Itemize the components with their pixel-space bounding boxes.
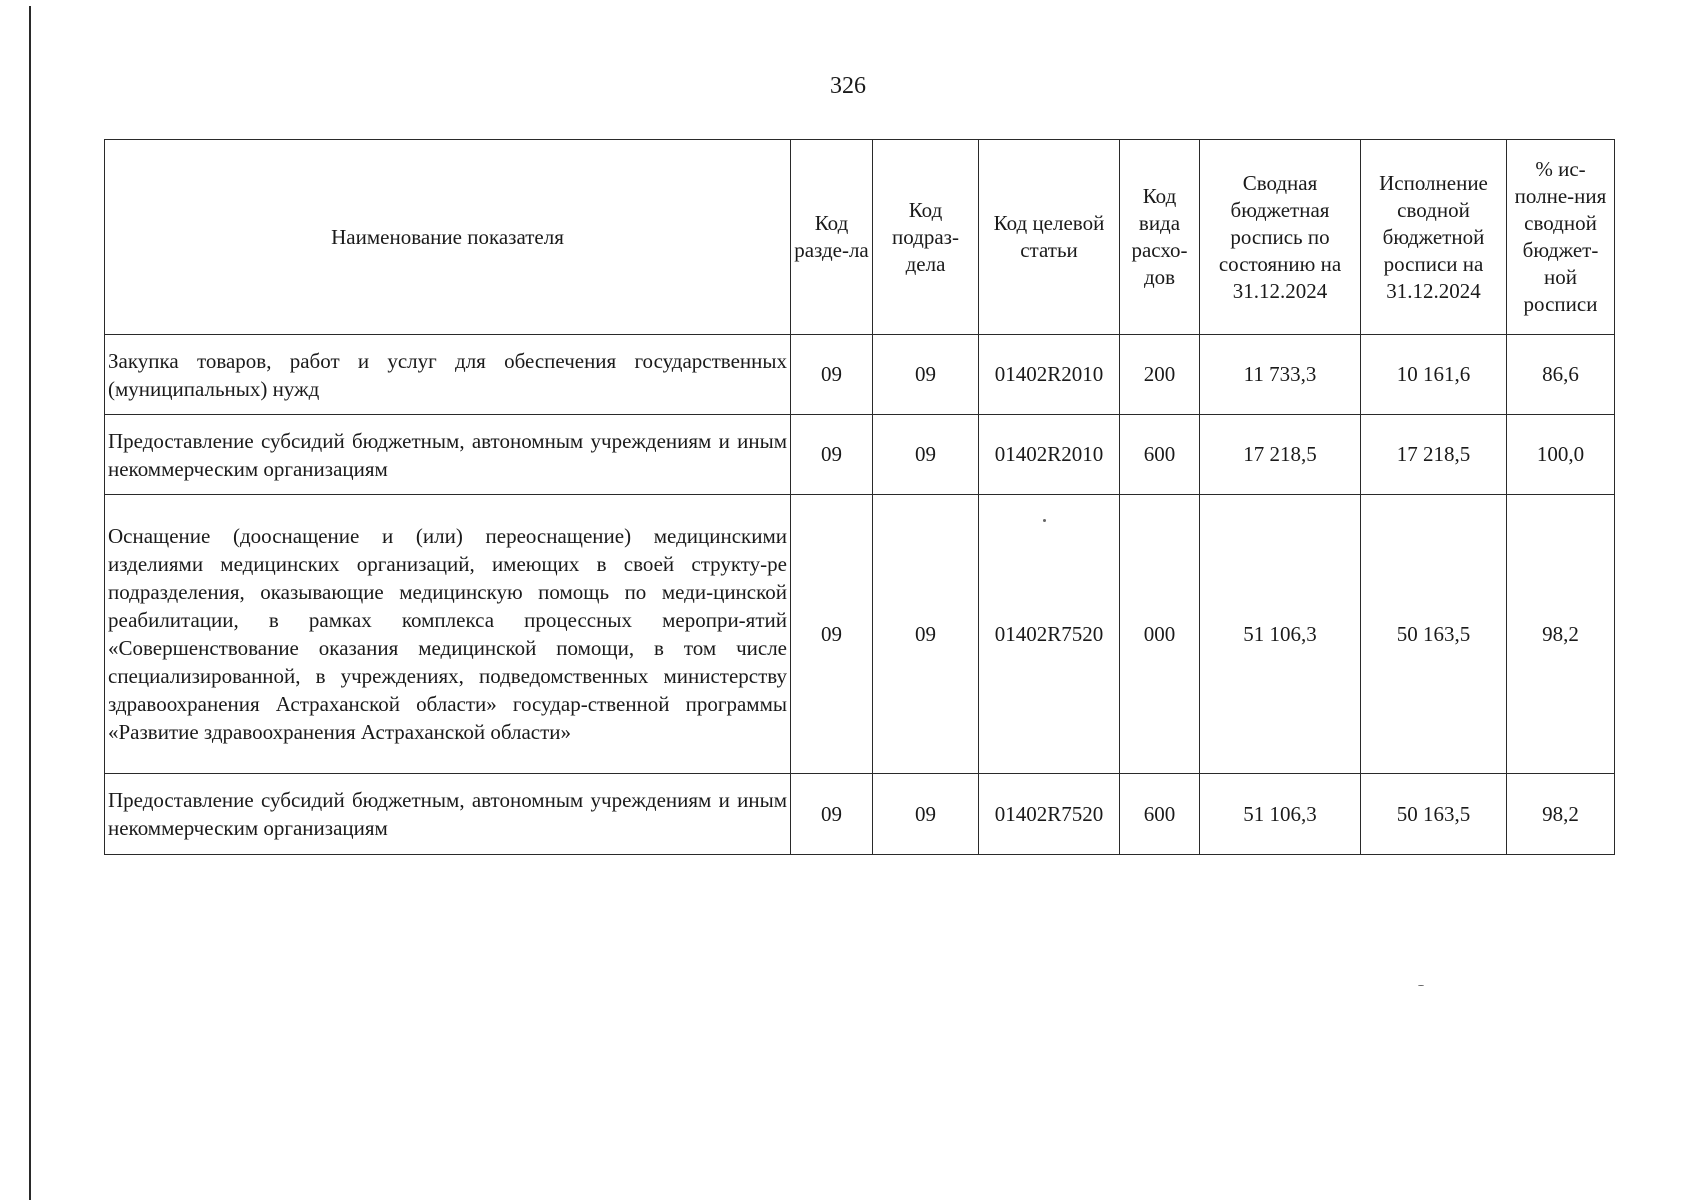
row-expense-type-code: 600 xyxy=(1120,774,1200,855)
header-subsection-code: Код подраз-дела xyxy=(873,140,979,335)
header-name: Наименование показателя xyxy=(105,140,791,335)
row-name: Предоставление субсидий бюджетным, автономным учреждениям и иным некоммерческим организациям xyxy=(105,415,791,495)
row-section-code: 09 xyxy=(791,495,873,774)
row-target-code: 01402R2010 xyxy=(979,335,1120,415)
row-execution: 50 163,5 xyxy=(1361,774,1507,855)
header-percent: % ис-полне-ния сводной бюджет-ной росписи xyxy=(1507,140,1615,335)
row-section-code: 09 xyxy=(791,774,873,855)
header-budget-plan: Сводная бюджетная роспись по состоянию на 31.12.2024 xyxy=(1200,140,1361,335)
row-execution: 50 163,5 xyxy=(1361,495,1507,774)
row-budget-plan: 51 106,3 xyxy=(1200,495,1361,774)
row-name: Предоставление субсидий бюджетным, автономным учреждениям и иным некоммерческим организациям xyxy=(105,774,791,855)
row-section-code: 09 xyxy=(791,335,873,415)
row-percent: 98,2 xyxy=(1507,495,1615,774)
row-subsection-code: 09 xyxy=(873,774,979,855)
table-row xyxy=(105,774,1615,855)
row-target-code: 01402R2010 xyxy=(979,415,1120,495)
row-subsection-code: 09 xyxy=(873,415,979,495)
row-percent: 100,0 xyxy=(1507,415,1615,495)
header-execution: Исполнение сводной бюджетной росписи на 31.12.2024 xyxy=(1361,140,1507,335)
header-section-code: Код разде-ла xyxy=(791,140,873,335)
binding-line xyxy=(29,6,31,1200)
row-budget-plan: 11 733,3 xyxy=(1200,335,1361,415)
scan-speck xyxy=(1043,519,1046,522)
row-target-code: 01402R7520 xyxy=(979,495,1120,774)
header-expense-type-code: Код вида расхо-дов xyxy=(1120,140,1200,335)
row-name: Оснащение (дооснащение и (или) переоснащение) медицинскими изделиями медицинских организаций, имеющих в своей структу-ре подразделения, оказывающие медицинскую помощь по меди-цинской реабилитации, в рамках комплекса процессных меропри-ятий «Совершенствование оказания медицинской помощи, в том числе специализированной, в учреждениях, подведомственных министерству здравоохранения Астраханской области» государ-ственной программы «Развитие здравоохранения Астраханской области» xyxy=(105,495,791,774)
row-percent: 98,2 xyxy=(1507,774,1615,855)
row-execution: 17 218,5 xyxy=(1361,415,1507,495)
row-expense-type-code: 000 xyxy=(1120,495,1200,774)
row-budget-plan: 17 218,5 xyxy=(1200,415,1361,495)
table-row xyxy=(105,495,1615,774)
row-subsection-code: 09 xyxy=(873,335,979,415)
page-number: 326 xyxy=(830,73,866,99)
table-row xyxy=(105,415,1615,495)
table-header-row xyxy=(105,140,1615,335)
row-percent: 86,6 xyxy=(1507,335,1615,415)
row-execution: 10 161,6 xyxy=(1361,335,1507,415)
row-section-code: 09 xyxy=(791,415,873,495)
row-name: Закупка товаров, работ и услуг для обеспечения государственных (муниципальных) нужд xyxy=(105,335,791,415)
row-expense-type-code: 600 xyxy=(1120,415,1200,495)
row-budget-plan: 51 106,3 xyxy=(1200,774,1361,855)
row-expense-type-code: 200 xyxy=(1120,335,1200,415)
row-subsection-code: 09 xyxy=(873,495,979,774)
header-target-code: Код целевой статьи xyxy=(979,140,1120,335)
scan-speck xyxy=(1418,985,1424,986)
budget-execution-table xyxy=(104,139,1615,855)
table-row xyxy=(105,335,1615,415)
row-target-code: 01402R7520 xyxy=(979,774,1120,855)
